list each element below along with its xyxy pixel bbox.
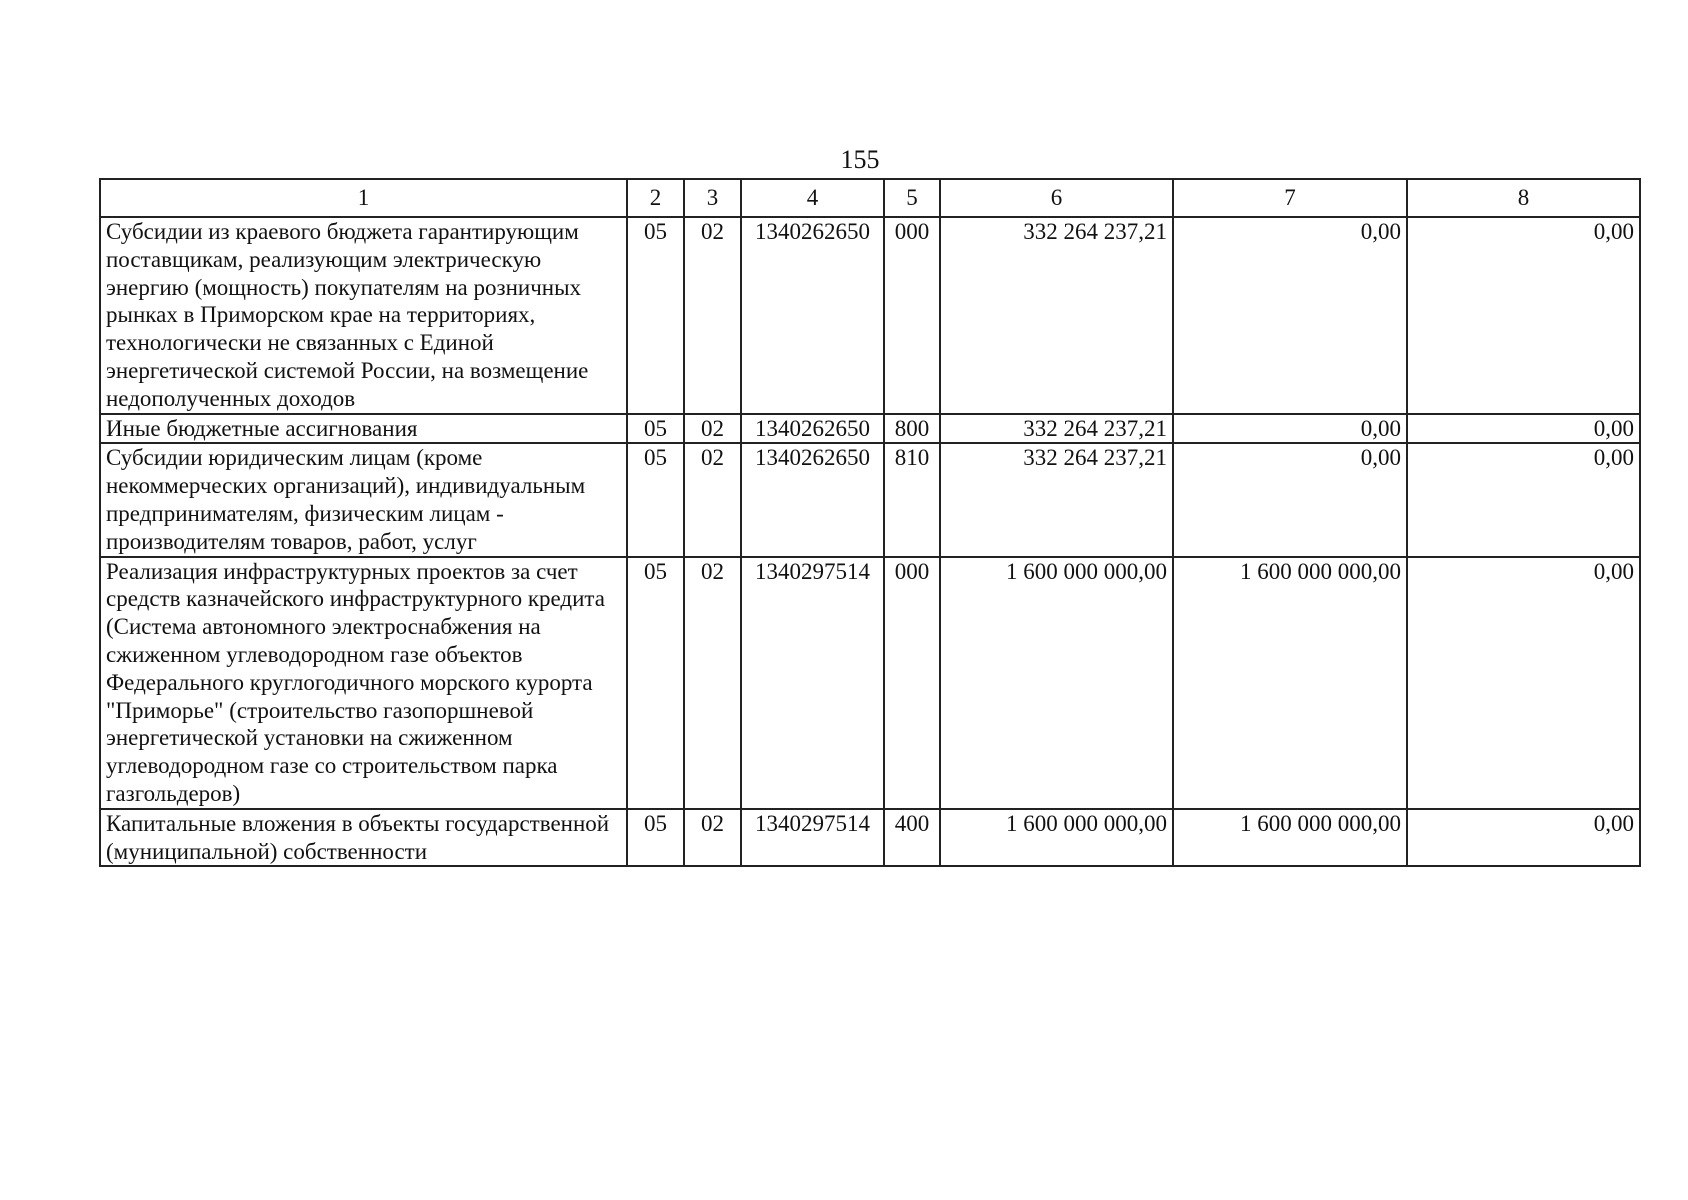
amount-col6: 332 264 237,21 — [940, 443, 1173, 556]
section-code: 05 — [627, 414, 684, 444]
section-code: 05 — [627, 557, 684, 809]
row-description: Субсидии юридическим лицам (кроме некоммерческих организаций), индивидуальным предпринимателям, физическим лицам - производителям товаров, работ, услуг — [100, 443, 627, 556]
subsection-code: 02 — [684, 557, 741, 809]
target-article-code: 1340262650 — [741, 414, 884, 444]
amount-col8: 0,00 — [1407, 443, 1640, 556]
amount-col8: 0,00 — [1407, 809, 1640, 867]
expense-type-code: 810 — [884, 443, 940, 556]
amount-col6: 1 600 000 000,00 — [940, 557, 1173, 809]
amount-col6: 1 600 000 000,00 — [940, 809, 1173, 867]
expense-type-code: 000 — [884, 557, 940, 809]
row-description: Реализация инфраструктурных проектов за счет средств казначейского инфраструктурного кредита (Система автономного электроснабжения на сжиженном углеводородном газе объектов Федерального круглогодичного морского курорта "Приморье" (строительство газопоршневой энергетической установки на сжиженном углеводородном газе со строительством парка газгольдеров) — [100, 557, 627, 809]
table-row — [100, 414, 1640, 444]
column-header-5: 5 — [884, 179, 940, 217]
table-row — [100, 443, 1640, 556]
amount-col7: 1 600 000 000,00 — [1173, 557, 1407, 809]
expense-type-code: 400 — [884, 809, 940, 867]
expense-type-code: 000 — [884, 217, 940, 414]
amount-col8: 0,00 — [1407, 557, 1640, 809]
subsection-code: 02 — [684, 414, 741, 444]
budget-table — [99, 178, 1641, 867]
column-header-8: 8 — [1407, 179, 1640, 217]
table-row — [100, 557, 1640, 809]
subsection-code: 02 — [684, 443, 741, 556]
amount-col7: 0,00 — [1173, 443, 1407, 556]
target-article-code: 1340297514 — [741, 557, 884, 809]
section-code: 05 — [627, 217, 684, 414]
row-description: Капитальные вложения в объекты государственной (муниципальной) собственности — [100, 809, 627, 867]
subsection-code: 02 — [684, 217, 741, 414]
section-code: 05 — [627, 809, 684, 867]
column-header-2: 2 — [627, 179, 684, 217]
table-header-row — [100, 179, 1640, 217]
row-description: Иные бюджетные ассигнования — [100, 414, 627, 444]
column-header-1: 1 — [100, 179, 627, 217]
section-code: 05 — [627, 443, 684, 556]
column-header-3: 3 — [684, 179, 741, 217]
expense-type-code: 800 — [884, 414, 940, 444]
table-row — [100, 217, 1640, 414]
amount-col7: 1 600 000 000,00 — [1173, 809, 1407, 867]
row-description: Субсидии из краевого бюджета гарантирующим поставщикам, реализующим электрическую энергию (мощность) покупателям на розничных рынках в Приморском крае на территориях, технологически не связанных с Единой энергетической системой России, на возмещение недополученных доходов — [100, 217, 627, 414]
amount-col7: 0,00 — [1173, 414, 1407, 444]
target-article-code: 1340297514 — [741, 809, 884, 867]
page-number: 155 — [840, 145, 880, 174]
table-row — [100, 809, 1640, 867]
amount-col8: 0,00 — [1407, 414, 1640, 444]
amount-col7: 0,00 — [1173, 217, 1407, 414]
subsection-code: 02 — [684, 809, 741, 867]
target-article-code: 1340262650 — [741, 217, 884, 414]
column-header-7: 7 — [1173, 179, 1407, 217]
amount-col6: 332 264 237,21 — [940, 217, 1173, 414]
target-article-code: 1340262650 — [741, 443, 884, 556]
column-header-4: 4 — [741, 179, 884, 217]
amount-col8: 0,00 — [1407, 217, 1640, 414]
amount-col6: 332 264 237,21 — [940, 414, 1173, 444]
column-header-6: 6 — [940, 179, 1173, 217]
